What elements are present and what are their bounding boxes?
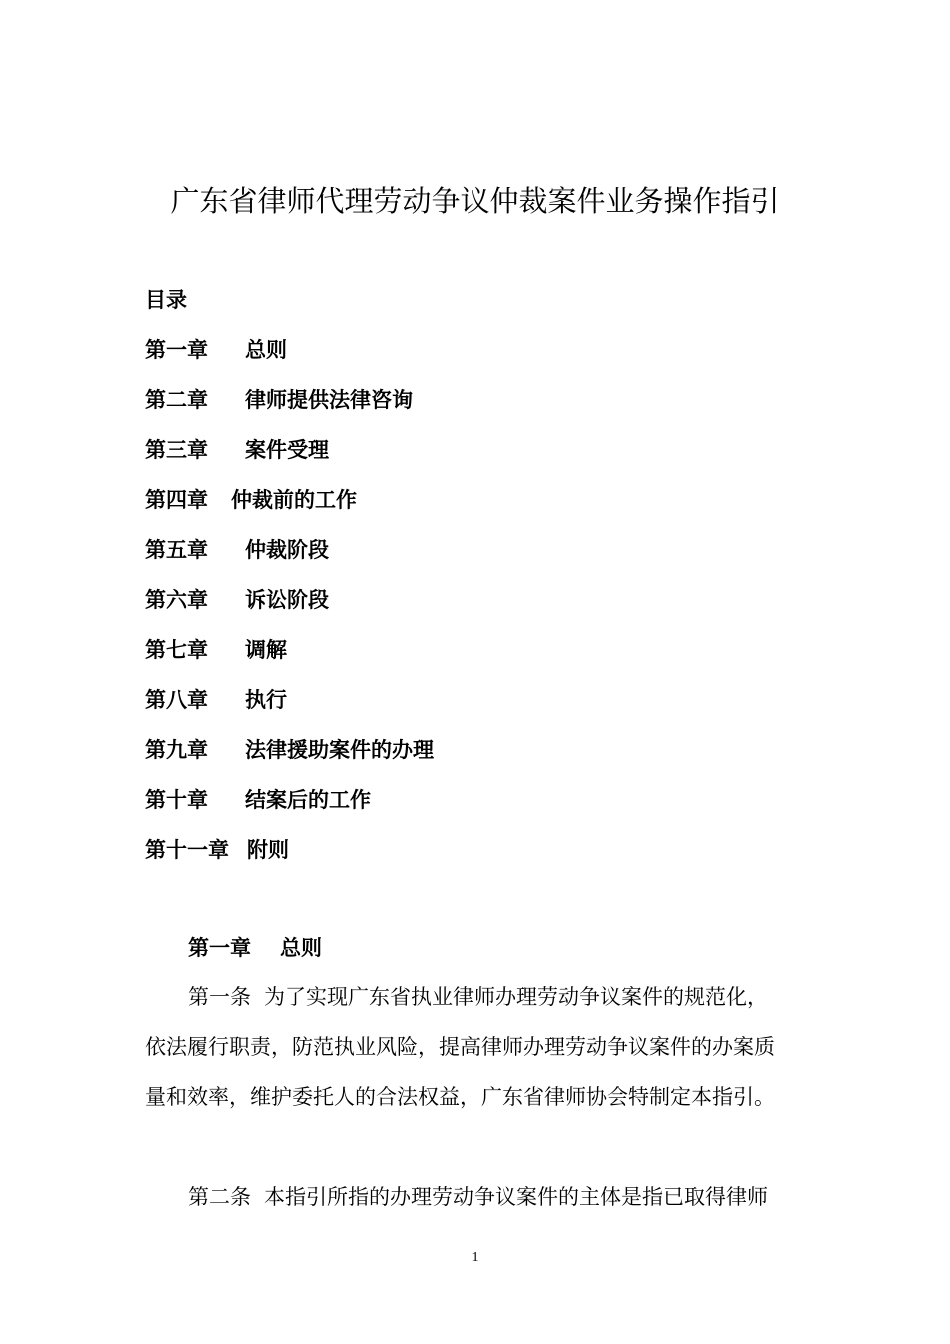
chapter-title: 总则 bbox=[280, 936, 322, 960]
toc-chapter-title: 附则 bbox=[247, 838, 289, 862]
paragraph-line bbox=[145, 972, 815, 1022]
toc-chapter-number: 第八章 bbox=[145, 688, 208, 712]
toc-item-chapter-11[interactable] bbox=[145, 833, 434, 883]
article-1-paragraph bbox=[145, 972, 815, 1122]
toc-item-chapter-7[interactable] bbox=[145, 633, 434, 683]
toc-chapter-number: 第一章 bbox=[145, 338, 208, 362]
paragraph-line: 量和效率，维护委托人的合法权益，广东省律师协会特制定本指引。 bbox=[145, 1085, 775, 1109]
chapter-heading bbox=[188, 931, 322, 965]
toc-chapter-title: 诉讼阶段 bbox=[245, 588, 329, 612]
toc-chapter-number: 第十章 bbox=[145, 788, 208, 812]
article-label: 第二条 bbox=[188, 1185, 251, 1209]
toc-chapter-number: 第二章 bbox=[145, 388, 208, 412]
paragraph-line: 依法履行职责，防范执业风险，提高律师办理劳动争议案件的办案质 bbox=[145, 1035, 775, 1059]
toc-chapter-title: 执行 bbox=[245, 688, 287, 712]
article-label: 第一条 bbox=[188, 985, 251, 1009]
toc-chapter-title: 案件受理 bbox=[245, 438, 329, 462]
toc-item-chapter-5[interactable] bbox=[145, 533, 434, 583]
chapter-number: 第一章 bbox=[188, 936, 251, 960]
paragraph-text: 为了实现广东省执业律师办理劳动争议案件的规范化， bbox=[264, 985, 768, 1009]
toc-heading: 目录 bbox=[145, 288, 187, 312]
toc-chapter-number: 第六章 bbox=[145, 588, 208, 612]
toc-item-chapter-8[interactable] bbox=[145, 683, 434, 733]
toc-chapter-title: 调解 bbox=[245, 638, 287, 662]
paragraph-text: 本指引所指的办理劳动争议案件的主体是指已取得律师 bbox=[264, 1185, 768, 1209]
toc-chapter-number: 第四章 bbox=[145, 488, 208, 512]
paragraph-line bbox=[145, 1172, 815, 1222]
toc-chapter-number: 第九章 bbox=[145, 738, 208, 762]
toc-item-chapter-4[interactable] bbox=[145, 483, 434, 533]
document-title: 广东省律师代理劳动争议仲裁案件业务操作指引 bbox=[170, 184, 780, 218]
toc-chapter-title: 律师提供法律咨询 bbox=[245, 388, 413, 412]
toc-chapter-title: 结案后的工作 bbox=[245, 788, 371, 812]
toc-chapter-number: 第三章 bbox=[145, 438, 208, 462]
toc-item-chapter-3[interactable] bbox=[145, 433, 434, 483]
toc-item-chapter-6[interactable] bbox=[145, 583, 434, 633]
page-number: 1 bbox=[471, 1250, 479, 1265]
toc-chapter-number: 第五章 bbox=[145, 538, 208, 562]
toc-chapter-number: 第七章 bbox=[145, 638, 208, 662]
toc-chapter-number: 第十一章 bbox=[145, 838, 229, 862]
toc-item-chapter-2[interactable] bbox=[145, 383, 434, 433]
toc-chapter-title: 仲裁前的工作 bbox=[231, 488, 357, 512]
toc-chapter-title: 法律援助案件的办理 bbox=[245, 738, 434, 762]
toc-chapter-title: 总则 bbox=[245, 338, 287, 362]
toc-item-chapter-9[interactable] bbox=[145, 733, 434, 783]
toc-chapter-title: 仲裁阶段 bbox=[245, 538, 329, 562]
toc-item-chapter-10[interactable] bbox=[145, 783, 434, 833]
article-2-paragraph bbox=[145, 1172, 815, 1222]
toc-item-chapter-1[interactable] bbox=[145, 333, 434, 383]
table-of-contents bbox=[145, 333, 434, 883]
